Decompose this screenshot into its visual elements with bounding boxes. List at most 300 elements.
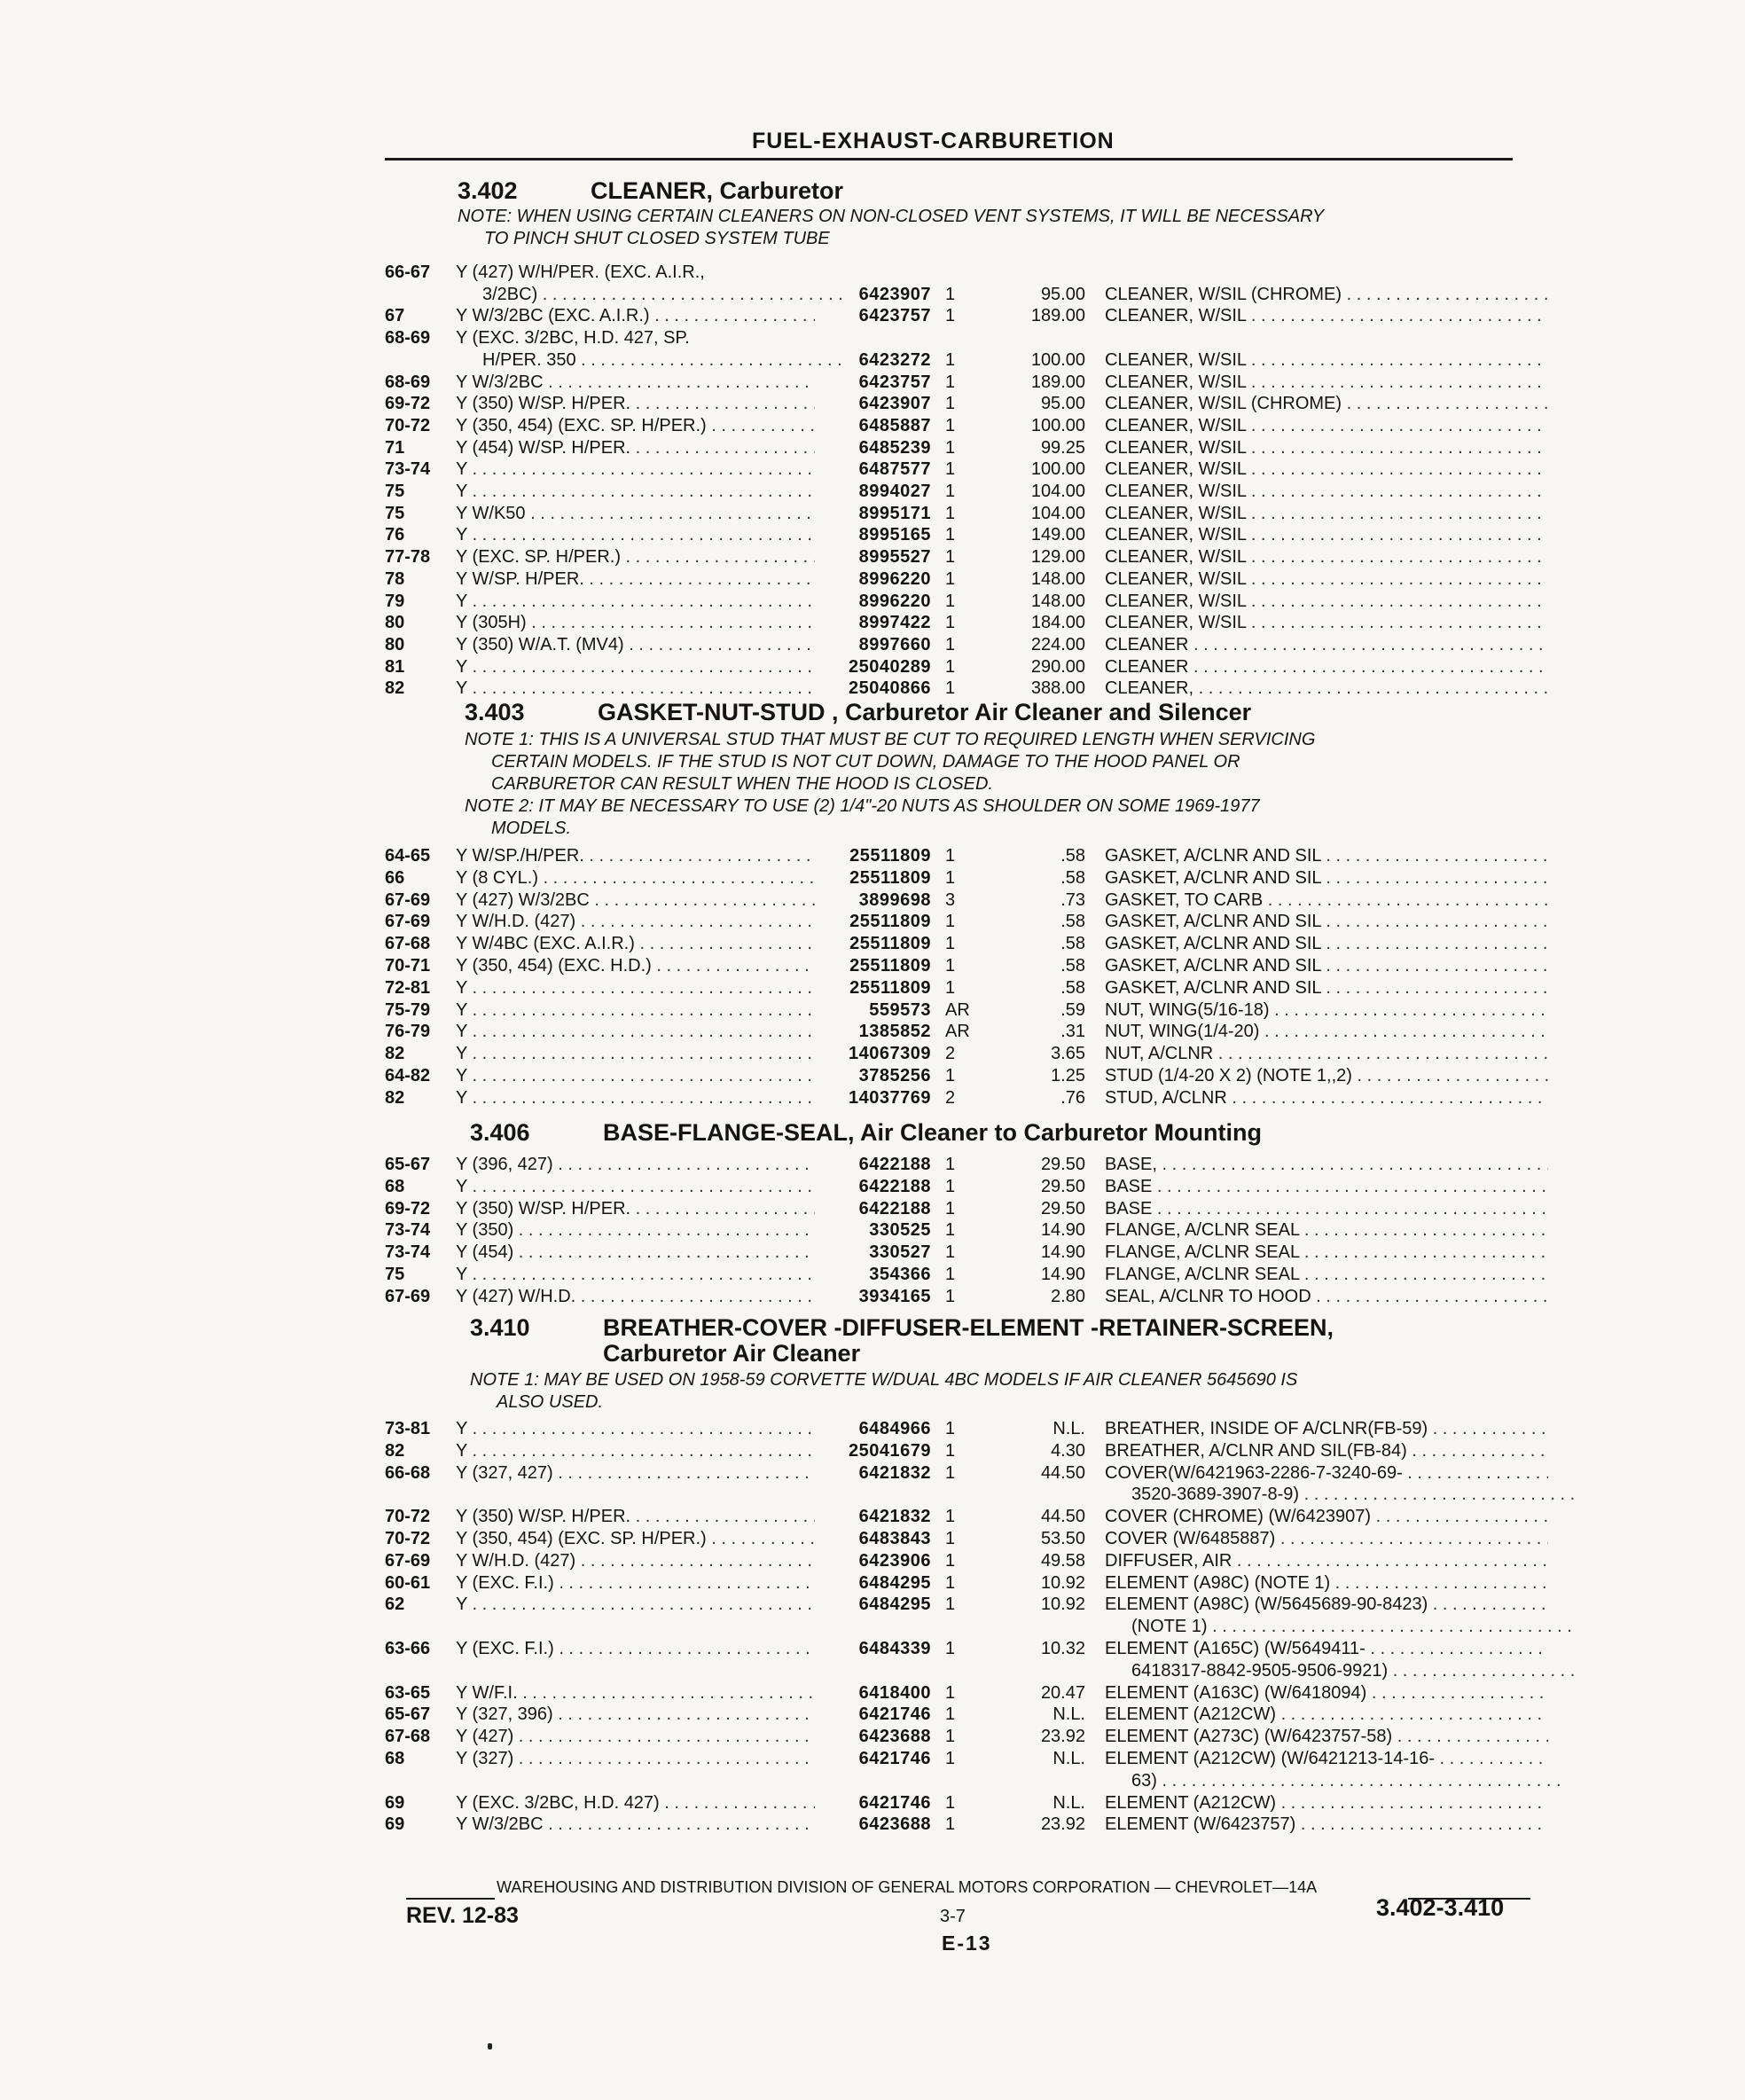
parts-row — [385, 1793, 1538, 1814]
part-number: 25040289 — [849, 657, 931, 677]
quantity: 1 — [945, 416, 956, 435]
part-name: 63) . . . — [1105, 1771, 1575, 1791]
application: Y (8 CYL.) . . . — [456, 868, 815, 889]
model-year: 75-79 — [385, 1000, 431, 1020]
application: Y (350, 454) (EXC. SP. H/PER.) . . . — [456, 416, 815, 436]
parts-row — [385, 1551, 1538, 1572]
list-price: 189.00 — [1030, 372, 1085, 392]
list-price: 23.92 — [1040, 1727, 1085, 1746]
list-price: 100.00 — [1030, 416, 1085, 435]
application: Y . . . — [456, 1066, 815, 1086]
part-number: 1385852 — [858, 1022, 931, 1041]
quantity: 1 — [945, 459, 956, 479]
application: Y (454) W/SP. H/PER. . . . — [456, 438, 815, 458]
application: Y . . . — [456, 657, 815, 678]
application: Y (EXC. 3/2BC, H.D. 427, SP. — [456, 328, 690, 348]
quantity: 1 — [945, 482, 956, 501]
model-year: 70-72 — [385, 1507, 431, 1526]
quantity: 1 — [945, 1265, 956, 1284]
part-name: COVER (W/6485887) . . . — [1105, 1529, 1548, 1549]
parts-row — [385, 504, 1538, 525]
parts-row — [385, 1044, 1538, 1065]
parts-row — [385, 1441, 1538, 1462]
list-price: 29.50 — [1040, 1155, 1085, 1174]
part-name: STUD (1/4-20 X 2) (NOTE 1,,2) . . . — [1105, 1066, 1548, 1086]
part-name: ELEMENT (A273C) (W/6423757-58) . . . — [1105, 1727, 1548, 1747]
model-year: 66 — [385, 868, 405, 888]
section-note — [458, 206, 1324, 250]
quantity: 1 — [945, 1683, 956, 1703]
part-number: 25511809 — [849, 934, 931, 953]
list-price: 20.47 — [1040, 1683, 1085, 1703]
application: Y W/SP. H/PER. . . . — [456, 569, 815, 590]
list-price: 14.90 — [1040, 1242, 1085, 1262]
list-price: 53.50 — [1040, 1529, 1085, 1548]
part-number: 25041679 — [849, 1441, 931, 1461]
list-price: N.L. — [1052, 1749, 1085, 1768]
model-year: 65-67 — [385, 1155, 431, 1174]
parts-row — [385, 592, 1538, 613]
model-year: 73-74 — [385, 459, 431, 479]
part-name: CLEANER . . . — [1105, 657, 1548, 678]
model-year: 66-67 — [385, 262, 431, 282]
parts-row — [385, 1088, 1538, 1109]
part-name: BREATHER, INSIDE OF A/CLNR(FB-59) . . . — [1105, 1419, 1548, 1439]
part-number: 8995165 — [858, 525, 931, 545]
part-number: 8996220 — [858, 569, 931, 589]
part-number: 6484295 — [858, 1573, 931, 1593]
list-price: 100.00 — [1030, 350, 1085, 370]
parts-row — [385, 956, 1538, 977]
quantity: 1 — [945, 1639, 956, 1658]
application: Y (350) W/SP. H/PER. . . . — [456, 1199, 815, 1219]
application: Y W/4BC (EXC. A.I.R.) . . . — [456, 934, 815, 954]
part-name: NUT, WING(5/16-18) . . . — [1105, 1000, 1548, 1021]
parts-row — [385, 1814, 1538, 1836]
model-year: 78 — [385, 569, 405, 589]
part-name: CLEANER, W/SIL . . . — [1105, 547, 1548, 568]
quantity: 1 — [945, 1155, 956, 1174]
application: Y (350, 454) (EXC. SP. H/PER.) . . . — [456, 1529, 815, 1549]
part-number: 14037769 — [849, 1088, 931, 1108]
parts-row — [385, 1704, 1538, 1726]
part-number: 6485239 — [858, 438, 931, 458]
model-year: 67-69 — [385, 1551, 431, 1571]
model-year: 70-72 — [385, 416, 431, 435]
model-year: 67-69 — [385, 1287, 431, 1306]
list-price: 184.00 — [1030, 613, 1085, 632]
list-price: .58 — [1060, 956, 1085, 976]
part-name: GASKET, A/CLNR AND SIL . . . — [1105, 956, 1548, 976]
part-name: ELEMENT (A98C) (NOTE 1) . . . — [1105, 1573, 1548, 1594]
part-name: CLEANER, W/SIL . . . — [1105, 482, 1548, 502]
part-number: 25511809 — [849, 868, 931, 888]
application: Y (350) W/SP. H/PER. . . . — [456, 1507, 815, 1527]
parts-row — [385, 635, 1538, 656]
model-year: 76-79 — [385, 1022, 431, 1041]
application: Y . . . — [456, 678, 815, 699]
list-price: N.L. — [1052, 1419, 1085, 1438]
quantity: 1 — [945, 394, 956, 413]
parts-row — [385, 416, 1538, 437]
parts-row — [385, 1507, 1538, 1528]
part-name: DIFFUSER, AIR . . . — [1105, 1551, 1548, 1571]
parts-row — [385, 613, 1538, 634]
list-price: 104.00 — [1030, 482, 1085, 501]
list-price: .58 — [1060, 868, 1085, 888]
part-number: 6485887 — [858, 416, 931, 435]
part-number: 559573 — [869, 1000, 931, 1020]
part-name: CLEANER, W/SIL . . . — [1105, 416, 1548, 436]
list-price: .59 — [1060, 1000, 1085, 1020]
parts-row — [385, 1661, 1538, 1682]
model-year: 71 — [385, 438, 405, 458]
parts-row — [385, 868, 1538, 889]
part-name: GASKET, A/CLNR AND SIL . . . — [1105, 846, 1548, 866]
quantity: 1 — [945, 372, 956, 392]
application: Y . . . — [456, 1044, 815, 1064]
list-price: 10.92 — [1040, 1595, 1085, 1614]
part-number: 6423272 — [858, 350, 931, 370]
list-price: .58 — [1060, 846, 1085, 866]
quantity: 1 — [945, 1242, 956, 1262]
section-number: 3.403 — [465, 699, 525, 725]
model-year: 69 — [385, 1814, 405, 1834]
quantity: 3 — [945, 890, 956, 910]
part-number: 6421832 — [858, 1463, 931, 1483]
parts-row — [385, 1749, 1538, 1770]
application: Y . . . — [456, 978, 815, 999]
list-price: 95.00 — [1040, 285, 1085, 304]
model-year: 63-65 — [385, 1683, 431, 1703]
section-title: CLEANER, Carburetor — [591, 177, 844, 204]
model-year: 67-68 — [385, 1727, 431, 1746]
model-year: 77-78 — [385, 547, 431, 567]
part-name: CLEANER, W/SIL (CHROME) . . . — [1105, 394, 1548, 414]
part-name: ELEMENT (A98C) (W/5645689-90-8423) . . . — [1105, 1595, 1548, 1615]
part-name: FLANGE, A/CLNR SEAL . . . — [1105, 1220, 1548, 1241]
part-number: 25040866 — [849, 678, 931, 698]
part-number: 6423907 — [858, 394, 931, 413]
quantity: 1 — [945, 1704, 956, 1724]
quantity: 1 — [945, 1419, 956, 1438]
list-price: 388.00 — [1030, 678, 1085, 698]
part-name: ELEMENT (A212CW) . . . — [1105, 1704, 1548, 1725]
note-line: NOTE 1: THIS IS A UNIVERSAL STUD THAT MUST BE CUT TO REQUIRED LENGTH WHEN SERVICING — [465, 730, 1316, 749]
model-year: 73-74 — [385, 1242, 431, 1262]
parts-row — [385, 262, 1538, 284]
note-line: NOTE 2: IT MAY BE NECESSARY TO USE (2) 1/4"-20 NUTS AS SHOULDER ON SOME 1969-1977 — [465, 796, 1260, 816]
part-number: 6423757 — [858, 372, 931, 392]
part-name: FLANGE, A/CLNR SEAL . . . — [1105, 1265, 1548, 1285]
parts-row — [385, 1287, 1538, 1308]
part-number: 8996220 — [858, 592, 931, 611]
part-number: 330525 — [869, 1220, 931, 1240]
application: Y W/SP./H/PER. . . . — [456, 846, 815, 866]
application: Y W/3/2BC (EXC. A.I.R.) . . . — [456, 306, 815, 326]
application: Y . . . — [456, 592, 815, 612]
quantity: 1 — [945, 934, 956, 953]
list-price: N.L. — [1052, 1704, 1085, 1724]
part-name: 3520-3689-3907-8-9) . . . — [1105, 1485, 1575, 1505]
note-line: CARBURETOR CAN RESULT WHEN THE HOOD IS CLOSED. — [491, 774, 993, 794]
part-number: 8995171 — [858, 504, 931, 523]
list-price: 224.00 — [1030, 635, 1085, 654]
quantity: 1 — [945, 438, 956, 458]
quantity: 1 — [945, 613, 956, 632]
parts-row — [385, 1155, 1538, 1176]
model-year: 80 — [385, 635, 405, 654]
quantity: 2 — [945, 1044, 956, 1063]
parts-row — [385, 978, 1538, 999]
section-title: BREATHER-COVER -DIFFUSER-ELEMENT -RETAINER-SCREEN, — [603, 1314, 1334, 1341]
list-price: 10.32 — [1040, 1639, 1085, 1658]
section-note — [465, 729, 1315, 840]
part-number: 6484295 — [858, 1595, 931, 1614]
part-number: 8995527 — [858, 547, 931, 567]
parts-row — [385, 569, 1538, 591]
model-year: 82 — [385, 678, 405, 698]
part-name: ELEMENT (A212CW) . . . — [1105, 1793, 1548, 1814]
model-year: 75 — [385, 482, 405, 501]
quantity: 1 — [945, 635, 956, 654]
parts-row — [385, 1177, 1538, 1198]
part-name: CLEANER, W/SIL . . . — [1105, 459, 1548, 480]
application: Y . . . — [456, 1177, 815, 1197]
page-number: 3-7 — [940, 1907, 966, 1926]
application: Y . . . — [456, 1419, 815, 1439]
parts-row — [385, 372, 1538, 394]
parts-row — [385, 1771, 1538, 1792]
parts-row — [385, 1595, 1538, 1616]
list-price: 29.50 — [1040, 1177, 1085, 1196]
list-price: 49.58 — [1040, 1551, 1085, 1571]
parts-row — [385, 1639, 1538, 1660]
application: Y W/3/2BC . . . — [456, 1814, 815, 1835]
model-year: 82 — [385, 1088, 405, 1108]
application: Y (427) . . . — [456, 1727, 815, 1747]
quantity: 1 — [945, 956, 956, 976]
application: Y (EXC. F.I.) . . . — [456, 1573, 815, 1594]
part-number: 8997660 — [858, 635, 931, 654]
model-year: 80 — [385, 613, 405, 632]
application: Y . . . — [456, 482, 815, 502]
quantity: 1 — [945, 912, 956, 931]
application: Y (327, 396) . . . — [456, 1704, 815, 1725]
parts-row — [385, 912, 1538, 933]
part-name: ELEMENT (A212CW) (W/6421213-14-16- . . . — [1105, 1749, 1548, 1769]
application: Y (427) W/H.D. . . . — [456, 1287, 815, 1307]
application: Y (305H) . . . — [456, 613, 815, 633]
model-year: 67 — [385, 306, 405, 325]
model-year: 82 — [385, 1441, 405, 1461]
list-price: 14.90 — [1040, 1265, 1085, 1284]
parts-row — [385, 285, 1538, 306]
parts-row — [385, 1000, 1538, 1022]
part-number: 6487577 — [858, 459, 931, 479]
application: Y (427) W/3/2BC . . . — [456, 890, 815, 911]
list-price: 148.00 — [1030, 592, 1085, 611]
part-number: 330527 — [869, 1242, 931, 1262]
quantity: AR — [945, 1022, 970, 1041]
list-price: 1.25 — [1051, 1066, 1085, 1085]
parts-row — [385, 1199, 1538, 1220]
parts-row — [385, 1727, 1538, 1748]
list-price: 129.00 — [1030, 547, 1085, 567]
model-year: 65-67 — [385, 1704, 431, 1724]
list-price: .58 — [1060, 978, 1085, 998]
section-heading — [458, 177, 843, 205]
parts-row — [385, 1265, 1538, 1286]
parts-row — [385, 1617, 1538, 1638]
model-year: 75 — [385, 1265, 405, 1284]
quantity: 1 — [945, 1177, 956, 1196]
application: Y . . . — [456, 1088, 815, 1109]
quantity: 1 — [945, 285, 956, 304]
application: Y (427) W/H/PER. (EXC. A.I.R., — [456, 262, 705, 282]
quantity: 1 — [945, 569, 956, 589]
quantity: 1 — [945, 1573, 956, 1593]
application: 3/2BC) . . . — [456, 285, 841, 305]
part-number: 6422188 — [858, 1199, 931, 1218]
quantity: 1 — [945, 1727, 956, 1746]
list-price: 148.00 — [1030, 569, 1085, 589]
list-price: 100.00 — [1030, 459, 1085, 479]
parts-row — [385, 1463, 1538, 1485]
part-number: 6423906 — [858, 1551, 931, 1571]
model-year: 69-72 — [385, 1199, 431, 1218]
model-year: 73-81 — [385, 1419, 431, 1438]
quantity: 1 — [945, 868, 956, 888]
parts-row — [385, 525, 1538, 546]
application: Y . . . — [456, 1595, 815, 1615]
list-price: 4.30 — [1051, 1441, 1085, 1461]
section-heading — [465, 699, 1251, 726]
quantity: 1 — [945, 525, 956, 545]
application: Y . . . — [456, 459, 815, 480]
part-name: GASKET, TO CARB . . . — [1105, 890, 1548, 911]
model-year: 69 — [385, 1793, 405, 1813]
parts-row — [385, 678, 1538, 700]
part-number: 8997422 — [858, 613, 931, 632]
quantity: 1 — [945, 657, 956, 677]
model-year: 67-69 — [385, 912, 431, 931]
part-number: 6421746 — [858, 1793, 931, 1813]
quantity: 1 — [945, 1814, 956, 1834]
application: Y (EXC. SP. H/PER.) . . . — [456, 547, 815, 568]
list-price: .58 — [1060, 912, 1085, 931]
application: Y . . . — [456, 1441, 815, 1461]
model-year: 62 — [385, 1595, 405, 1614]
header-rule — [385, 158, 1513, 161]
part-name: GASKET, A/CLNR AND SIL . . . — [1105, 868, 1548, 889]
parts-row — [385, 459, 1538, 481]
parts-row — [385, 482, 1538, 503]
note-line: TO PINCH SHUT CLOSED SYSTEM TUBE — [484, 229, 830, 248]
section-note — [470, 1369, 1297, 1414]
part-name: STUD, A/CLNR . . . — [1105, 1088, 1548, 1109]
quantity: 1 — [945, 592, 956, 611]
list-price: 290.00 — [1030, 657, 1085, 677]
parts-row — [385, 1419, 1538, 1440]
list-price: 23.92 — [1040, 1814, 1085, 1834]
part-name: BASE . . . — [1105, 1199, 1548, 1219]
part-name: BASE, . . . — [1105, 1155, 1548, 1175]
model-year: 73-74 — [385, 1220, 431, 1240]
model-year: 64-65 — [385, 846, 431, 866]
model-year: 68-69 — [385, 372, 431, 392]
model-year: 76 — [385, 525, 405, 545]
model-year: 67-68 — [385, 934, 431, 953]
application: Y W/3/2BC . . . — [456, 372, 815, 393]
application: Y . . . — [456, 1022, 815, 1042]
application: Y W/K50 . . . — [456, 504, 815, 524]
application: Y . . . — [456, 525, 815, 545]
application: Y (EXC. F.I.) . . . — [456, 1639, 815, 1659]
quantity: 1 — [945, 1441, 956, 1461]
model-year: 66-68 — [385, 1463, 431, 1483]
application: Y (327, 427) . . . — [456, 1463, 815, 1484]
application: Y . . . — [456, 1265, 815, 1285]
section-heading — [470, 1314, 1334, 1367]
part-name: GASKET, A/CLNR AND SIL . . . — [1105, 912, 1548, 932]
part-number: 3785256 — [858, 1066, 931, 1085]
footer-division: WAREHOUSING AND DISTRIBUTION DIVISION OF GENERAL MOTORS CORPORATION — CHEVROLET—14A — [497, 1878, 1318, 1896]
part-name: 6418317-8842-9505-9506-9921) . . . — [1105, 1661, 1575, 1681]
part-number: 6484966 — [858, 1419, 931, 1438]
quantity: 1 — [945, 1199, 956, 1218]
part-number: 14067309 — [849, 1044, 931, 1063]
quantity: 1 — [945, 1220, 956, 1240]
part-name: CLEANER, W/SIL . . . — [1105, 592, 1548, 612]
part-name: GASKET, A/CLNR AND SIL . . . — [1105, 978, 1548, 999]
parts-row — [385, 1683, 1538, 1704]
quantity: 1 — [945, 1749, 956, 1768]
parts-row — [385, 1529, 1538, 1550]
application: Y (396, 427) . . . — [456, 1155, 815, 1175]
list-price: 3.65 — [1051, 1044, 1085, 1063]
part-name: NUT, A/CLNR . . . — [1105, 1044, 1548, 1064]
application: Y W/F.I. . . . — [456, 1683, 815, 1704]
quantity: 1 — [945, 1551, 956, 1571]
part-number: 6421746 — [858, 1704, 931, 1724]
parts-row — [385, 1022, 1538, 1043]
part-number: 3934165 — [858, 1287, 931, 1306]
note-line: MODELS. — [491, 819, 572, 838]
part-number: 6483843 — [858, 1529, 931, 1548]
quantity: 1 — [945, 678, 956, 698]
quantity: 1 — [945, 1595, 956, 1614]
application: Y W/H.D. (427) . . . — [456, 1551, 815, 1571]
list-price: .76 — [1060, 1088, 1085, 1108]
list-price: 44.50 — [1040, 1463, 1085, 1483]
part-number: 6484339 — [858, 1639, 931, 1658]
part-name: CLEANER, W/SIL . . . — [1105, 504, 1548, 524]
list-price: 10.92 — [1040, 1573, 1085, 1593]
list-price: .73 — [1060, 890, 1085, 910]
list-price: 29.50 — [1040, 1199, 1085, 1218]
part-name: CLEANER, W/SIL . . . — [1105, 438, 1548, 458]
quantity: AR — [945, 1000, 970, 1020]
part-name: CLEANER, W/SIL . . . — [1105, 569, 1548, 590]
part-name: CLEANER, W/SIL . . . — [1105, 613, 1548, 633]
part-name: COVER(W/6421963-2286-7-3240-69- . . . — [1105, 1463, 1548, 1484]
part-number: 6423688 — [858, 1727, 931, 1746]
quantity: 1 — [945, 1507, 956, 1526]
parts-row — [385, 1485, 1538, 1506]
parts-row — [385, 394, 1538, 415]
parts-row — [385, 1066, 1538, 1087]
